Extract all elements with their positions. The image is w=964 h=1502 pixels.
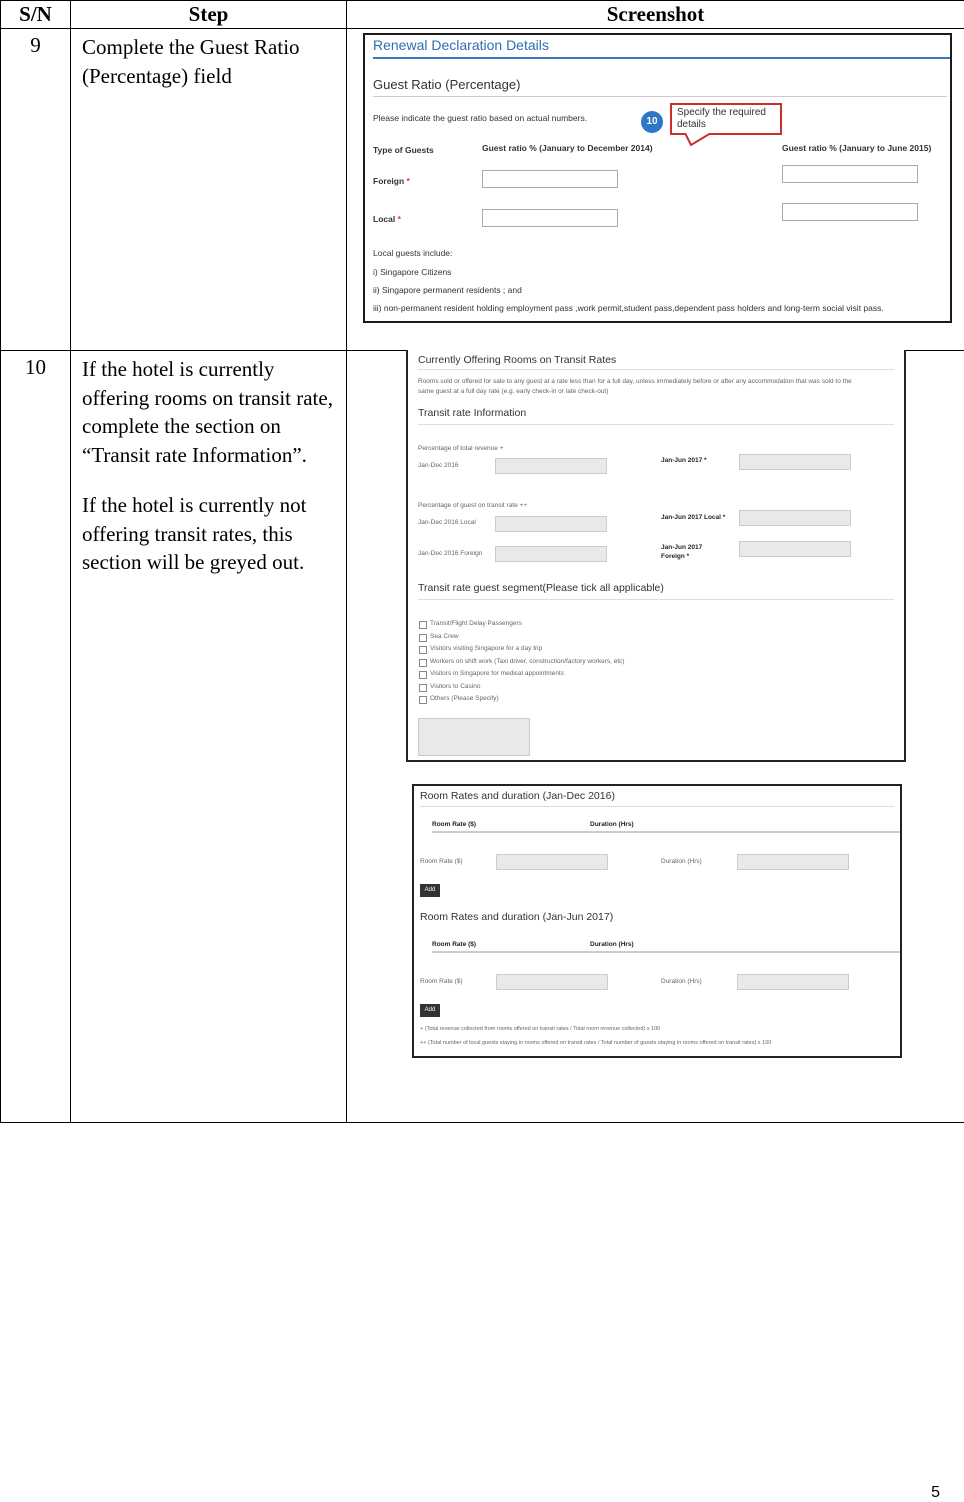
divider xyxy=(420,806,894,807)
divider xyxy=(418,599,894,600)
segment-checkbox[interactable] xyxy=(419,646,427,654)
room-rates-panel xyxy=(412,784,902,1058)
segment-checkbox[interactable] xyxy=(419,621,427,629)
divider xyxy=(418,424,894,425)
section-title: Room Rates and duration (Jan-Dec 2016) xyxy=(420,790,615,802)
field-label: Jan-Jun 2017 xyxy=(661,544,703,551)
revenue-2017-input[interactable] xyxy=(739,454,851,470)
segment-checkbox[interactable] xyxy=(419,671,427,679)
divider xyxy=(373,57,950,59)
screenshot-transit-rates xyxy=(348,352,963,1120)
add-button[interactable]: Add xyxy=(420,1004,440,1017)
section-title: Transit rate guest segment(Please tick all applicable) xyxy=(418,582,664,594)
callout-box: Specify the required details xyxy=(670,103,782,135)
label-local: Local * xyxy=(373,214,401,224)
header-sn: S/N xyxy=(1,1,71,29)
step-text: If the hotel is currently offering rooms on transit rate, complete the section on “Transit rate Information”. xyxy=(82,357,333,467)
table-row xyxy=(1,351,964,1123)
table-row xyxy=(1,29,964,351)
local-2017-input[interactable] xyxy=(739,510,851,526)
screenshot-guest-ratio xyxy=(348,30,963,348)
row-screenshot xyxy=(347,29,964,351)
segment-label: Visitors in Singapore for medical appointments xyxy=(430,670,564,677)
foreign-2016-input[interactable] xyxy=(495,546,607,562)
segment-checkbox[interactable] xyxy=(419,696,427,704)
field-label: Jan-Dec 2016 Foreign xyxy=(418,550,483,557)
col-guest-ratio-2014: Guest ratio % (January to December 2014) xyxy=(482,143,653,153)
foreign-2015-input[interactable] xyxy=(782,165,918,183)
label-foreign: Foreign * xyxy=(373,176,410,186)
table-header-row xyxy=(1,1,964,29)
local-2016-input[interactable] xyxy=(495,516,607,532)
foreign-2017-input[interactable] xyxy=(739,541,851,557)
segment-checkbox[interactable] xyxy=(419,659,427,667)
room-rate-2017-input[interactable] xyxy=(496,974,608,990)
col-duration: Duration (Hrs) xyxy=(590,941,634,948)
field-label: Duration (Hrs) xyxy=(661,858,702,865)
col-room-rate: Room Rate ($) xyxy=(432,821,477,828)
field-label: Percentage of guest on transit rate ++ xyxy=(418,502,528,509)
footnote: + (Total revenue collected from rooms offered on transit rates / Total room revenue collected) x 100 xyxy=(420,1026,661,1032)
step-text: Complete the Guest Ratio (Percentage) field xyxy=(82,35,300,88)
duration-2017-input[interactable] xyxy=(737,974,849,990)
row-screenshot xyxy=(347,351,964,1123)
room-rate-2016-input[interactable] xyxy=(496,854,608,870)
divider xyxy=(432,951,900,953)
field-label: Jan-Dec 2016 Local xyxy=(418,519,476,526)
revenue-2016-input[interactable] xyxy=(495,458,607,474)
row-sn: 9 xyxy=(1,29,71,351)
others-specify-textarea[interactable] xyxy=(418,718,530,756)
add-button[interactable]: Add xyxy=(420,884,440,897)
instruction-text: Please indicate the guest ratio based on actual numbers. xyxy=(373,113,588,123)
footnote: ++ (Total number of local guests staying in rooms offered on transit rates / Total number of guests staying in rooms offered on transit rates) x 100 xyxy=(420,1040,772,1046)
divider xyxy=(432,831,900,833)
local-guests-title: Local guests include: xyxy=(373,248,453,258)
field-label: Room Rate ($) xyxy=(420,858,463,865)
local-2015-input[interactable] xyxy=(782,203,918,221)
divider xyxy=(373,96,947,97)
local-2014-input[interactable] xyxy=(482,209,618,227)
segment-label: Visitors visiting Singapore for a day trip xyxy=(430,645,543,652)
field-label: Jan-Jun 2017 Local * xyxy=(661,514,726,521)
field-label: Percentage of total revenue + xyxy=(418,445,504,452)
field-label: Duration (Hrs) xyxy=(661,978,702,985)
header-screenshot: Screenshot xyxy=(347,1,964,29)
row-sn: 10 xyxy=(1,351,71,1123)
local-guests-item: iii) non-permanent resident holding employment pass ,work permit,student pass,dependent pass holders and long-term social visit pass. xyxy=(373,303,884,313)
transit-rate-panel xyxy=(406,350,906,762)
section-title: Guest Ratio (Percentage) xyxy=(373,77,521,92)
segment-label: Visitors to Casino xyxy=(430,682,481,690)
description-text: Rooms sold or offered for sale to any guest at a rate less than for a full day, unless immediately before or after any accommodation that was sold to the xyxy=(418,378,852,385)
section-title: Transit rate Information xyxy=(418,407,527,419)
callout-pointer-icon xyxy=(683,133,713,147)
divider xyxy=(418,369,894,370)
section-title: Currently Offering Rooms on Transit Rates xyxy=(418,354,617,366)
local-guests-item: i) Singapore Citizens xyxy=(373,267,452,277)
field-label: Jan-Dec 2016 xyxy=(418,462,459,469)
row-step xyxy=(71,29,347,351)
section-title: Room Rates and duration (Jan-Jun 2017) xyxy=(420,911,614,923)
segment-checkbox[interactable] xyxy=(419,634,427,642)
segment-label: Workers on shift work (Taxi driver, construction/factory workers, etc) xyxy=(430,657,625,665)
segment-label: Sea Crew xyxy=(430,632,459,640)
col-room-rate: Room Rate ($) xyxy=(432,941,477,948)
panel-title: Renewal Declaration Details xyxy=(373,37,549,53)
description-text: same guest at a full day rate (e.g. early check-in or late check-out) xyxy=(418,388,609,395)
header-step: Step xyxy=(71,1,347,29)
row-step xyxy=(71,351,347,1123)
col-duration: Duration (Hrs) xyxy=(590,821,634,828)
col-guest-ratio-2015: Guest ratio % (January to June 2015) xyxy=(782,143,932,153)
duration-2016-input[interactable] xyxy=(737,854,849,870)
field-label: Room Rate ($) xyxy=(420,978,463,985)
step-badge: 10 xyxy=(641,111,663,133)
segment-label: Others (Please Specify) xyxy=(430,695,499,702)
local-guests-item: ii) Singapore permanent residents ; and xyxy=(373,285,522,295)
segment-checkbox[interactable] xyxy=(419,684,427,692)
page-number: 5 xyxy=(931,1484,940,1501)
segment-label: Transit/Flight Delay Passengers xyxy=(430,620,522,627)
guest-ratio-panel xyxy=(363,33,952,323)
col-type-of-guests: Type of Guests xyxy=(373,145,434,155)
field-label: Jan-Jun 2017 * xyxy=(661,457,707,464)
step-text: If the hotel is currently not offering transit rates, this section will be greyed out. xyxy=(82,493,307,574)
field-label: Foreign * xyxy=(661,553,690,560)
foreign-2014-input[interactable] xyxy=(482,170,618,188)
